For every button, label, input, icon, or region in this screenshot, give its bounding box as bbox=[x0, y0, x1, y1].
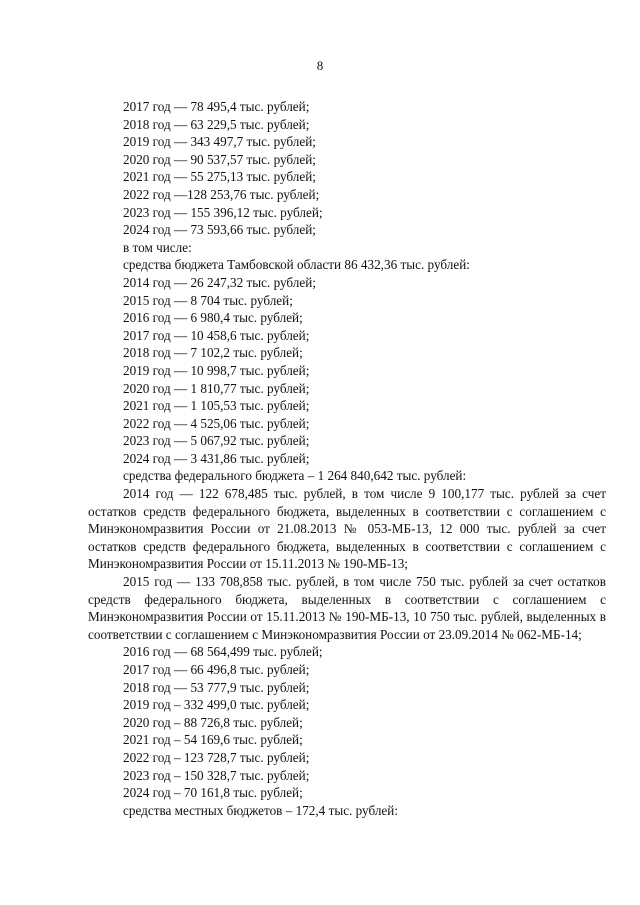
text-line: в том числе: bbox=[123, 239, 192, 255]
text-line: 2017 год — 66 496,8 тыс. рублей; bbox=[123, 662, 310, 677]
text-line: 2024 год — 73 593,66 тыс. рублей; bbox=[123, 222, 316, 238]
text-line: 2023 год — 5 067,92 тыс. рублей; bbox=[123, 433, 310, 449]
text-line: 2024 год — 3 431,86 тыс. рублей; bbox=[123, 450, 310, 466]
paragraph-2014: 2014 год — 122 678,485 тыс. рублей, в том числе 9 100,177 тыс. рублей за счет остатков средств федерального бюджета, выделенных в соответствии с соглашением с Минэкономразвития России от 21.08.2013 № 053-МБ-13, 12 000 тыс. рублей за счет остатков средств федерального бюджета, выделенных в соответствии с соглашением с Минэкономразвития России от 15.11.2013 № 190-МБ-13; bbox=[88, 486, 606, 572]
text-line: 2014 год — 26 247,32 тыс. рублей; bbox=[123, 274, 316, 290]
text-line: 2023 год – 150 328,7 тыс. рублей; bbox=[123, 767, 310, 783]
text-line: 2020 год — 90 537,57 тыс. рублей; bbox=[123, 151, 316, 167]
text-line: 2022 год —128 253,76 тыс. рублей; bbox=[123, 186, 320, 202]
document-body bbox=[88, 98, 606, 819]
section-heading-local-budgets: средства местных бюджетов – 172,4 тыс. рублей: bbox=[123, 802, 399, 818]
text-line: 2020 год — 1 810,77 тыс. рублей; bbox=[123, 380, 310, 396]
text-line: 2018 год — 63 229,5 тыс. рублей; bbox=[123, 116, 310, 132]
text-line: 2015 год — 8 704 тыс. рублей; bbox=[123, 292, 293, 308]
text-line: 2022 год — 4 525,06 тыс. рублей; bbox=[123, 415, 310, 431]
page-number: 8 bbox=[316, 58, 324, 73]
text-line: 2017 год — 10 458,6 тыс. рублей; bbox=[123, 327, 310, 343]
text-line: 2020 год – 88 726,8 тыс. рублей; bbox=[123, 714, 303, 730]
text-line: 2018 год — 7 102,2 тыс. рублей; bbox=[123, 345, 303, 361]
text-line: 2019 год – 332 499,0 тыс. рублей; bbox=[123, 697, 310, 713]
text-line: 2021 год — 55 275,13 тыс. рублей; bbox=[123, 169, 316, 185]
text-line: 2018 год — 53 777,9 тыс. рублей; bbox=[123, 679, 310, 695]
text-line: 2016 год — 6 980,4 тыс. рублей; bbox=[123, 310, 303, 326]
text-line: 2021 год – 54 169,6 тыс. рублей; bbox=[123, 732, 303, 748]
text-line: 2023 год — 155 396,12 тыс. рублей; bbox=[123, 204, 323, 220]
section-heading-regional-budget: средства бюджета Тамбовской области 86 432,36 тыс. рублей: bbox=[123, 257, 470, 273]
text-line: 2021 год — 1 105,53 тыс. рублей; bbox=[123, 398, 310, 414]
text-line: 2022 год – 123 728,7 тыс. рублей; bbox=[123, 749, 310, 765]
paragraph-2015: 2015 год — 133 708,858 тыс. рублей, в том числе 750 тыс. рублей за счет остатков средств федерального бюджета, выделенных в соответствии с соглашением с Минэкономразвития России от 15.11.2013 № 190-МБ-13, 10 750 тыс. рублей, выделенных в соответствии с соглашением с Минэкономразвития России от 23.09.2014 № 062-МБ-14; bbox=[88, 574, 606, 642]
text-line: 2017 год — 78 495,4 тыс. рублей; bbox=[123, 99, 310, 114]
text-line: 2019 год — 343 497,7 тыс. рублей; bbox=[123, 134, 316, 150]
text-line: 2024 год – 70 161,8 тыс. рублей; bbox=[123, 785, 303, 801]
text-line: 2019 год — 10 998,7 тыс. рублей; bbox=[123, 362, 310, 378]
text-line: 2016 год — 68 564,499 тыс. рублей; bbox=[123, 644, 323, 660]
section-heading-federal-budget: средства федерального бюджета – 1 264 840,642 тыс. рублей: bbox=[123, 468, 467, 484]
